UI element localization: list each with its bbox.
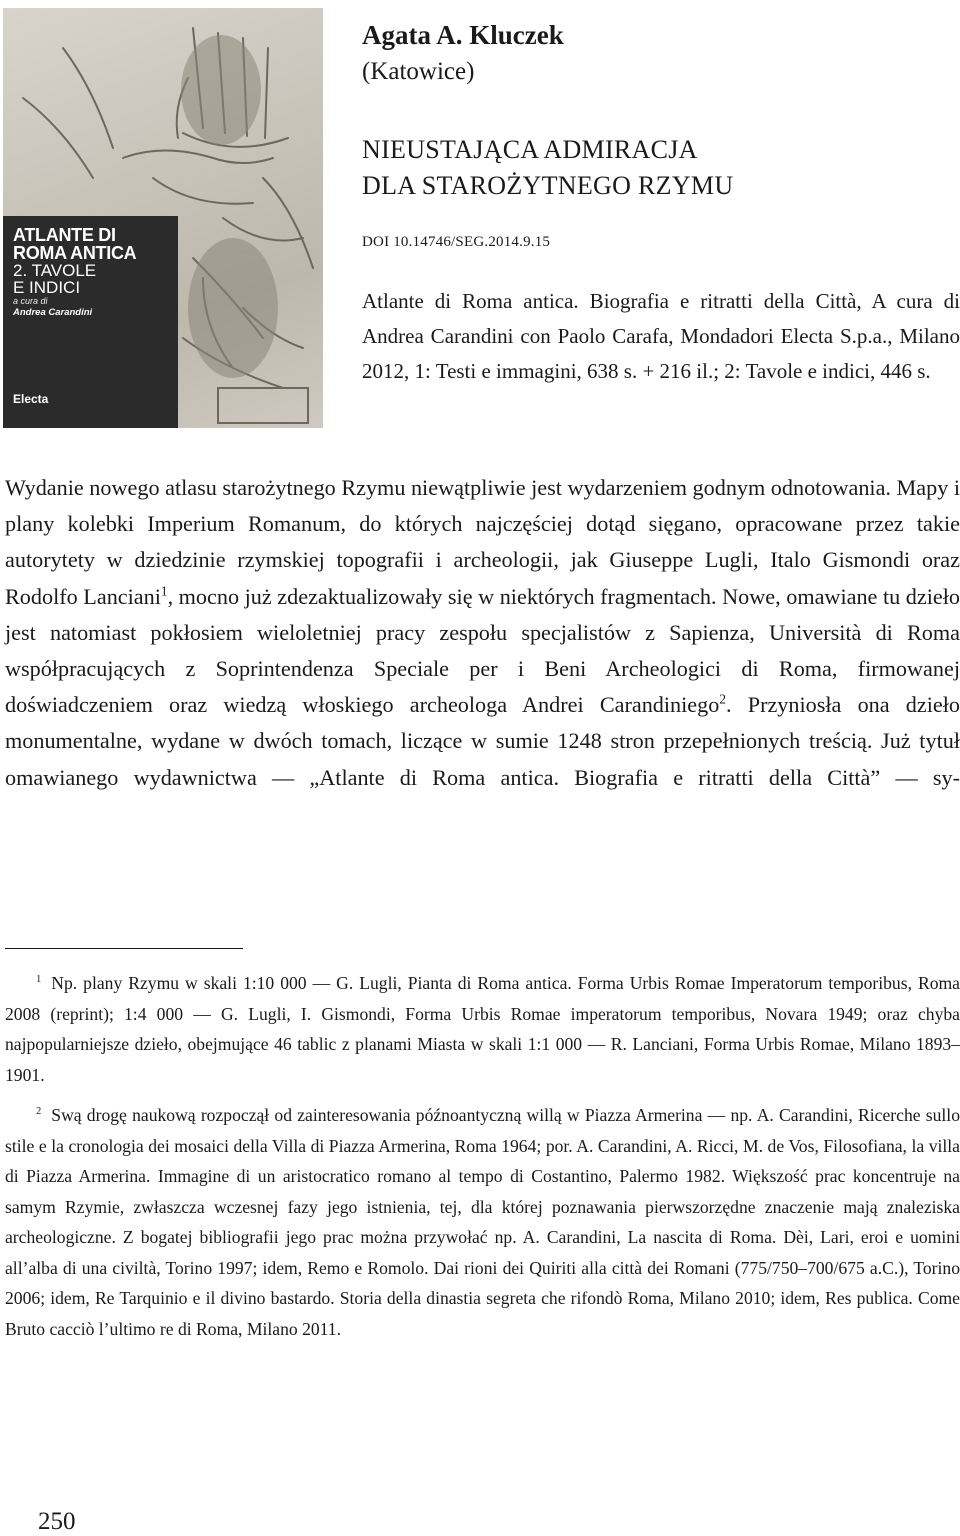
review-author: Agata A. Kluczek <box>362 20 564 50</box>
footnote-2: $^2$ Swą drogę naukową rozpoczął od zainteresowania późnoantyczną willą w Piazza Armerina — np. A. Carandini, Ricerche sullo stile e la cronologia dei mosaici della Villa di Piazza Armerina, Roma 1964; por. A. Carandini, A. Ricci, M. de Vos, Filosofiana, la villa di Piazza Armerina. Immagine di un aristocratico romano al tempo di Costantino, Palermo 1982. Większość prac koncentruje na samym Rzymie, zwłaszcza wczesnej fazy jego istnienia, tej, dla której poznawania pierwszorzędne znaczenie mają znaleziska archeologiczne. Z bogatej bibliografii jego prac można przywołać np. A. Carandini, La nascita di Roma. Dèi, Lari, eroi e uomini all’alba di una civiltà, Torino 1997; idem, Remo e Romolo. Dai rioni dei Quiriti alla città dei Romani (775/750–700/675 a.C.), Torino 2006; idem, Re Tarquinio e il divino bastardo. Storia della dinastia segreta che rifondò Roma, Milano 2010; idem, Res publica. Come Bruto cacciò l’ultimo re di Roma, Milano 2011. <box>5 1105 960 1339</box>
cover-editor: Andrea Carandini <box>13 307 93 318</box>
cover-edited-by: a cura di <box>13 296 48 306</box>
doi: DOI 10.14746/SEG.2014.9.15 <box>362 234 551 250</box>
cover-title: ATLANTE DI ROMA ANTICA <box>13 225 137 263</box>
review-body <box>5 470 960 796</box>
footnote-divider <box>5 948 243 949</box>
page-number: 250 <box>38 1508 76 1535</box>
footnote-1: $^1$ Np. plany Rzymu w skali 1:10 000 — G. Lugli, Pianta di Roma antica. Forma Urbis Romae Imperatorum temporibus, Roma 2008 (reprint); 1:4 000 — G. Lugli, I. Gismondi, Forma Urbis Romae imperatorum temporibus, Novara 1949; oraz chyba najpopularniejsze dzieło, obejmujące 46 tablic z planami Miasta w skali 1:1 000 — R. Lanciani, Forma Urbis Romae, Milano 1893–1901. <box>5 973 960 1085</box>
book-cover-image <box>3 8 323 428</box>
footnote-ref-2[interactable]: 2 <box>719 691 727 707</box>
review-title: NIEUSTAJĄCA ADMIRACJA DLA STAROŻYTNEGO RZYMU <box>362 135 734 200</box>
footnote-number: 2 <box>36 1106 42 1118</box>
body-paragraph: Wydanie nowego atlasu starożytnego Rzymu niewątpliwie jest wydarzeniem godnym odnotowania. Mapy i plany kolebki Imperium Romanum, do których najczęściej dotąd sięgano, opracowane przez takie autorytety w dziedzinie rzymskiej topografii i archeologii, jak Giuseppe Lugli, Italo Gismondi oraz Rodolfo Lanciani$^1$, mocno już zdezaktualizowały się w niektórych fragmentach. Nowe, omawiane tu dzieło jest natomiast pokłosiem wieloletniej pracy zespołu specjalistów z Sapienza, Università di Roma współpracujących z Soprintendenza Speciale per i Beni Archeologici di Roma, firmowanej doświadczeniem oraz wiedzą włoskiego archeologa Andrei Carandiniego$^2$. Przyniosła ona dzieło monumentalne, wydane w dwóch tomach, liczące w sumie 1248 stron przepełnionych treścią. Już tytuł omawianego wydawnictwa — „Atlante di Roma antica. Biografia e ritratti della Città” — sy- <box>5 475 960 790</box>
cover-publisher-logo: Electa <box>13 392 49 406</box>
footnotes <box>5 968 960 1344</box>
book-bibliographic-entry: Atlante di Roma antica. Biografia e ritratti della Città, A cura di Andrea Carandini con Paolo Carafa, Mondadori Electa S.p.a., Milano 2012, 1: Testi e immagini, 638 s. + 216 il.; 2: Tavole e indici, 446 s. <box>362 289 960 383</box>
cover-subtitle: 2. TAVOLE E INDICI <box>13 261 97 297</box>
author-affiliation: (Katowice) <box>362 58 475 85</box>
footnote-ref-1[interactable]: 1 <box>160 583 168 599</box>
footnote-number: 1 <box>36 974 42 986</box>
